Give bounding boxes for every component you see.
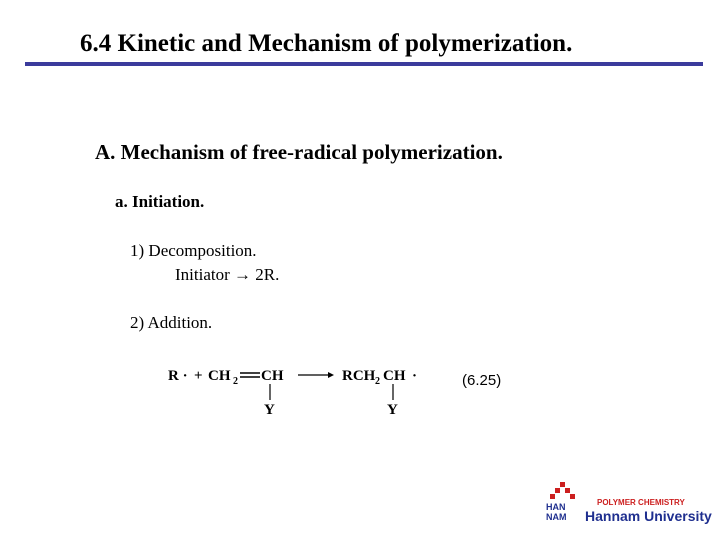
- product-ch: CH: [383, 368, 406, 384]
- logo-han-nam: [546, 502, 567, 522]
- slide-title: 6.4 Kinetic and Mechanism of polymerization.: [80, 30, 573, 57]
- reactant-radical: R ·: [168, 368, 188, 384]
- step-1-equation: Initiator → 2R.: [175, 265, 280, 284]
- logo-nam: NAM: [546, 512, 567, 522]
- ch2-subscript: 2: [233, 376, 238, 387]
- ch2-group: CH: [208, 368, 231, 384]
- logo-block-low-left: [550, 494, 555, 499]
- title-rule: [25, 62, 703, 66]
- step-1-label: 1) Decomposition.: [130, 241, 257, 260]
- logo-block-mid-left: [555, 488, 560, 493]
- sub-heading-initiation: a. Initiation.: [115, 192, 205, 211]
- ch-group: CH: [261, 368, 284, 384]
- logo-han: HAN: [546, 502, 566, 512]
- product-rch: RCH: [342, 368, 376, 384]
- step-2-label: 2) Addition.: [130, 313, 213, 332]
- arrow-head: [328, 372, 334, 378]
- addition-reaction-scheme: [160, 360, 460, 430]
- equation-number: (6.25): [462, 372, 502, 389]
- logo-polymer-chemistry: POLYMER CHEMISTRY: [597, 498, 685, 507]
- substituent-y-1: Y: [264, 402, 275, 418]
- logo-university-name: Hannam University: [585, 508, 712, 524]
- logo-block-low-right: [570, 494, 575, 499]
- substituent-y-2: Y: [387, 402, 398, 418]
- logo-block-mid-right: [565, 488, 570, 493]
- section-heading: A. Mechanism of free-radical polymerization.: [95, 140, 503, 164]
- plus-sign: +: [194, 368, 203, 384]
- product-radical-dot: ·: [412, 368, 418, 384]
- logo-block-top: [560, 482, 565, 487]
- product-subscript: 2: [375, 376, 380, 387]
